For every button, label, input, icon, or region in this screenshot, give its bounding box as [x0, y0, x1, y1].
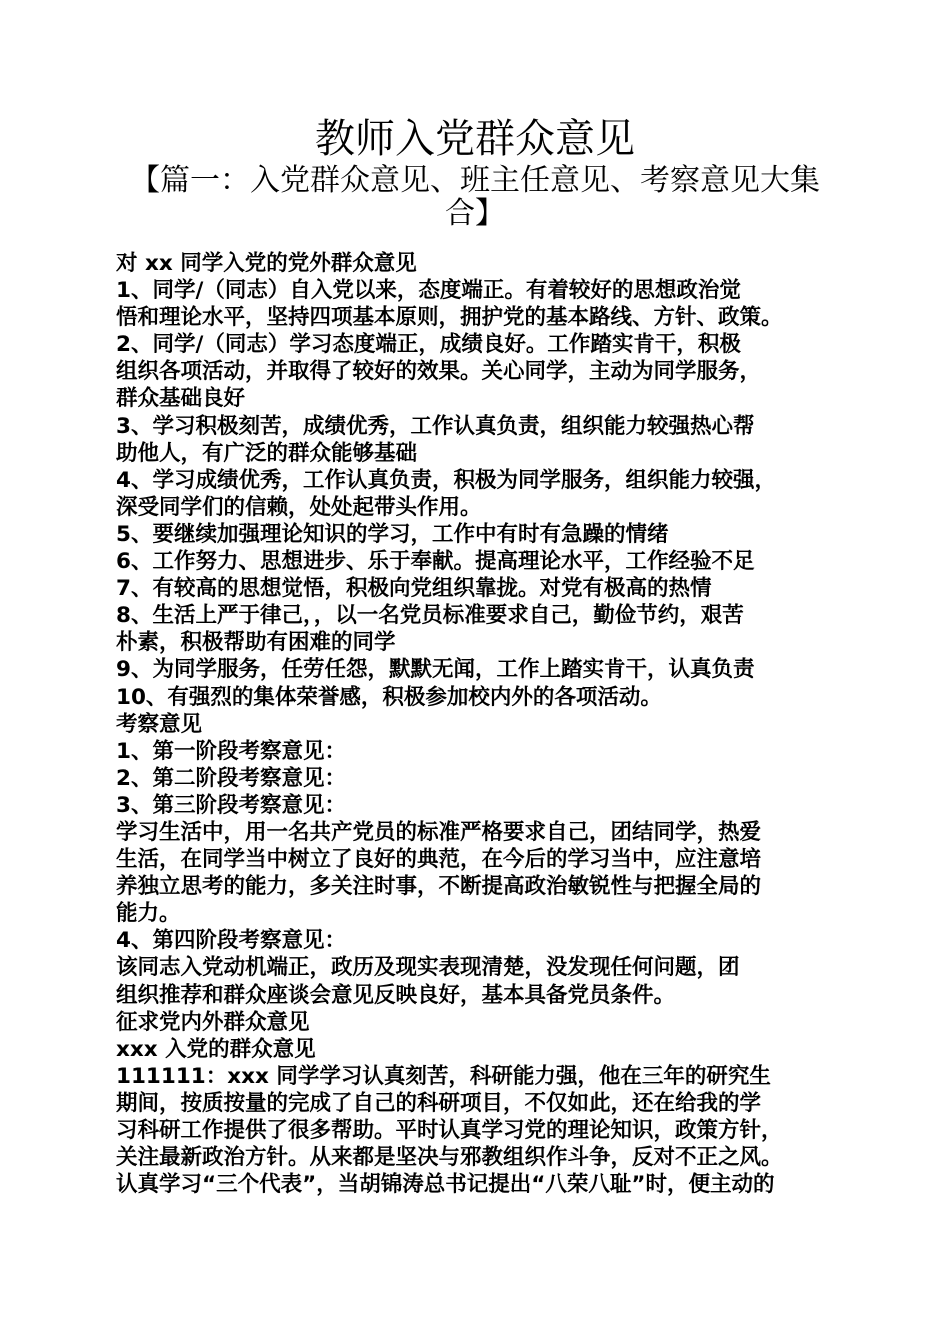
- body-line: 6、工作努力、思想进步、乐于奉献。提高理论水平，工作经验不足: [116, 549, 755, 575]
- body-line: 1、同学/（同志）自入党以来，态度端正。有着较好的思想政治觉: [116, 278, 741, 304]
- body-line: 深受同学们的信赖，处处起带头作用。: [116, 494, 482, 520]
- body-line: 对 xx 同学入党的党外群众意见: [116, 251, 417, 276]
- body-line: 助他人，有广泛的群众能够基础: [116, 440, 418, 466]
- document-body: [116, 250, 846, 1198]
- body-line: 10、有强烈的集体荣誉感，积极参加校内外的各项活动。: [116, 684, 662, 710]
- body-line: 学习生活中，用一名共产党员的标准严格要求自己，团结同学，热爱: [116, 819, 762, 845]
- body-line: 考察意见: [116, 711, 203, 737]
- body-line: 3、学习积极刻苦，成绩优秀，工作认真负责，组织能力较强热心帮: [116, 413, 755, 439]
- body-line: 生活，在同学当中树立了良好的典范，在今后的学习当中，应注意培: [116, 847, 762, 873]
- body-line: 3、第三阶段考察意见：: [116, 792, 346, 818]
- body-line: 认真学习“三个代表”，当胡锦涛总书记提出“八荣八耻”时，便主动的: [116, 1172, 775, 1198]
- body-line: 征求党内外群众意见: [116, 1009, 310, 1035]
- body-line: 朴素，积极帮助有困难的同学: [116, 630, 396, 656]
- body-line: 7、有较高的思想觉悟，积极向党组织靠拢。对党有极高的热情: [116, 576, 712, 602]
- body-line: 养独立思考的能力，多关注时事，不断提高政治敏锐性与把握全局的: [116, 874, 762, 900]
- body-line: 悟和理论水平，坚持四项基本原则，拥护党的基本路线、方针、政策。: [116, 305, 783, 331]
- document-title: 教师入党群众意见: [315, 116, 635, 162]
- document-subtitle: [120, 164, 830, 230]
- body-line: 组织推荐和群众座谈会意见反映良好，基本具备党员条件。: [116, 982, 676, 1008]
- body-line: 习科研工作提供了很多帮助。平时认真学习党的理论知识，政策方针，: [116, 1118, 783, 1143]
- body-line: 关注最新政治方针。从来都是坚决与邪教组织作斗争，反对不正之风。: [116, 1145, 783, 1171]
- body-line: 111111：xxx 同学学习认真刻苦，科研能力强，他在三年的研究生: [116, 1063, 771, 1089]
- body-line: 群众基础良好: [116, 386, 246, 412]
- body-line: 4、学习成绩优秀，工作认真负责，积极为同学服务，组织能力较强，: [116, 467, 776, 493]
- body-line: 组织各项活动，并取得了较好的效果。关心同学，主动为同学服务，: [116, 359, 762, 385]
- body-line: 2、第二阶段考察意见：: [116, 765, 346, 791]
- body-line: 期间，按质按量的完成了自己的科研项目，不仅如此，还在给我的学: [116, 1090, 762, 1116]
- body-line: 2、同学/（同志）学习态度端正，成绩良好。工作踏实肯干，积极: [116, 332, 741, 358]
- body-line: xxx 入党的群众意见: [116, 1036, 316, 1062]
- subtitle-line-2: 合】: [445, 196, 505, 231]
- body-line: 5、要继续加强理论知识的学习，工作中有时有急躁的情绪: [116, 521, 669, 547]
- body-line: 8、生活上严于律己，，以一名党员标准要求自己，勤俭节约，艰苦: [116, 603, 744, 629]
- body-line: 4、第四阶段考察意见：: [116, 928, 346, 954]
- body-line: 9、为同学服务，任劳任怨，默默无闻，工作上踏实肯干，认真负责: [116, 657, 755, 683]
- body-line: 能力。: [116, 901, 181, 927]
- body-line: 该同志入党动机端正，政历及现实表现清楚，没发现任何问题，团: [116, 955, 740, 981]
- body-line: 1、第一阶段考察意见：: [116, 738, 346, 764]
- subtitle-line-1: 【篇一：入党群众意见、班主任意见、考察意见大集: [130, 163, 820, 198]
